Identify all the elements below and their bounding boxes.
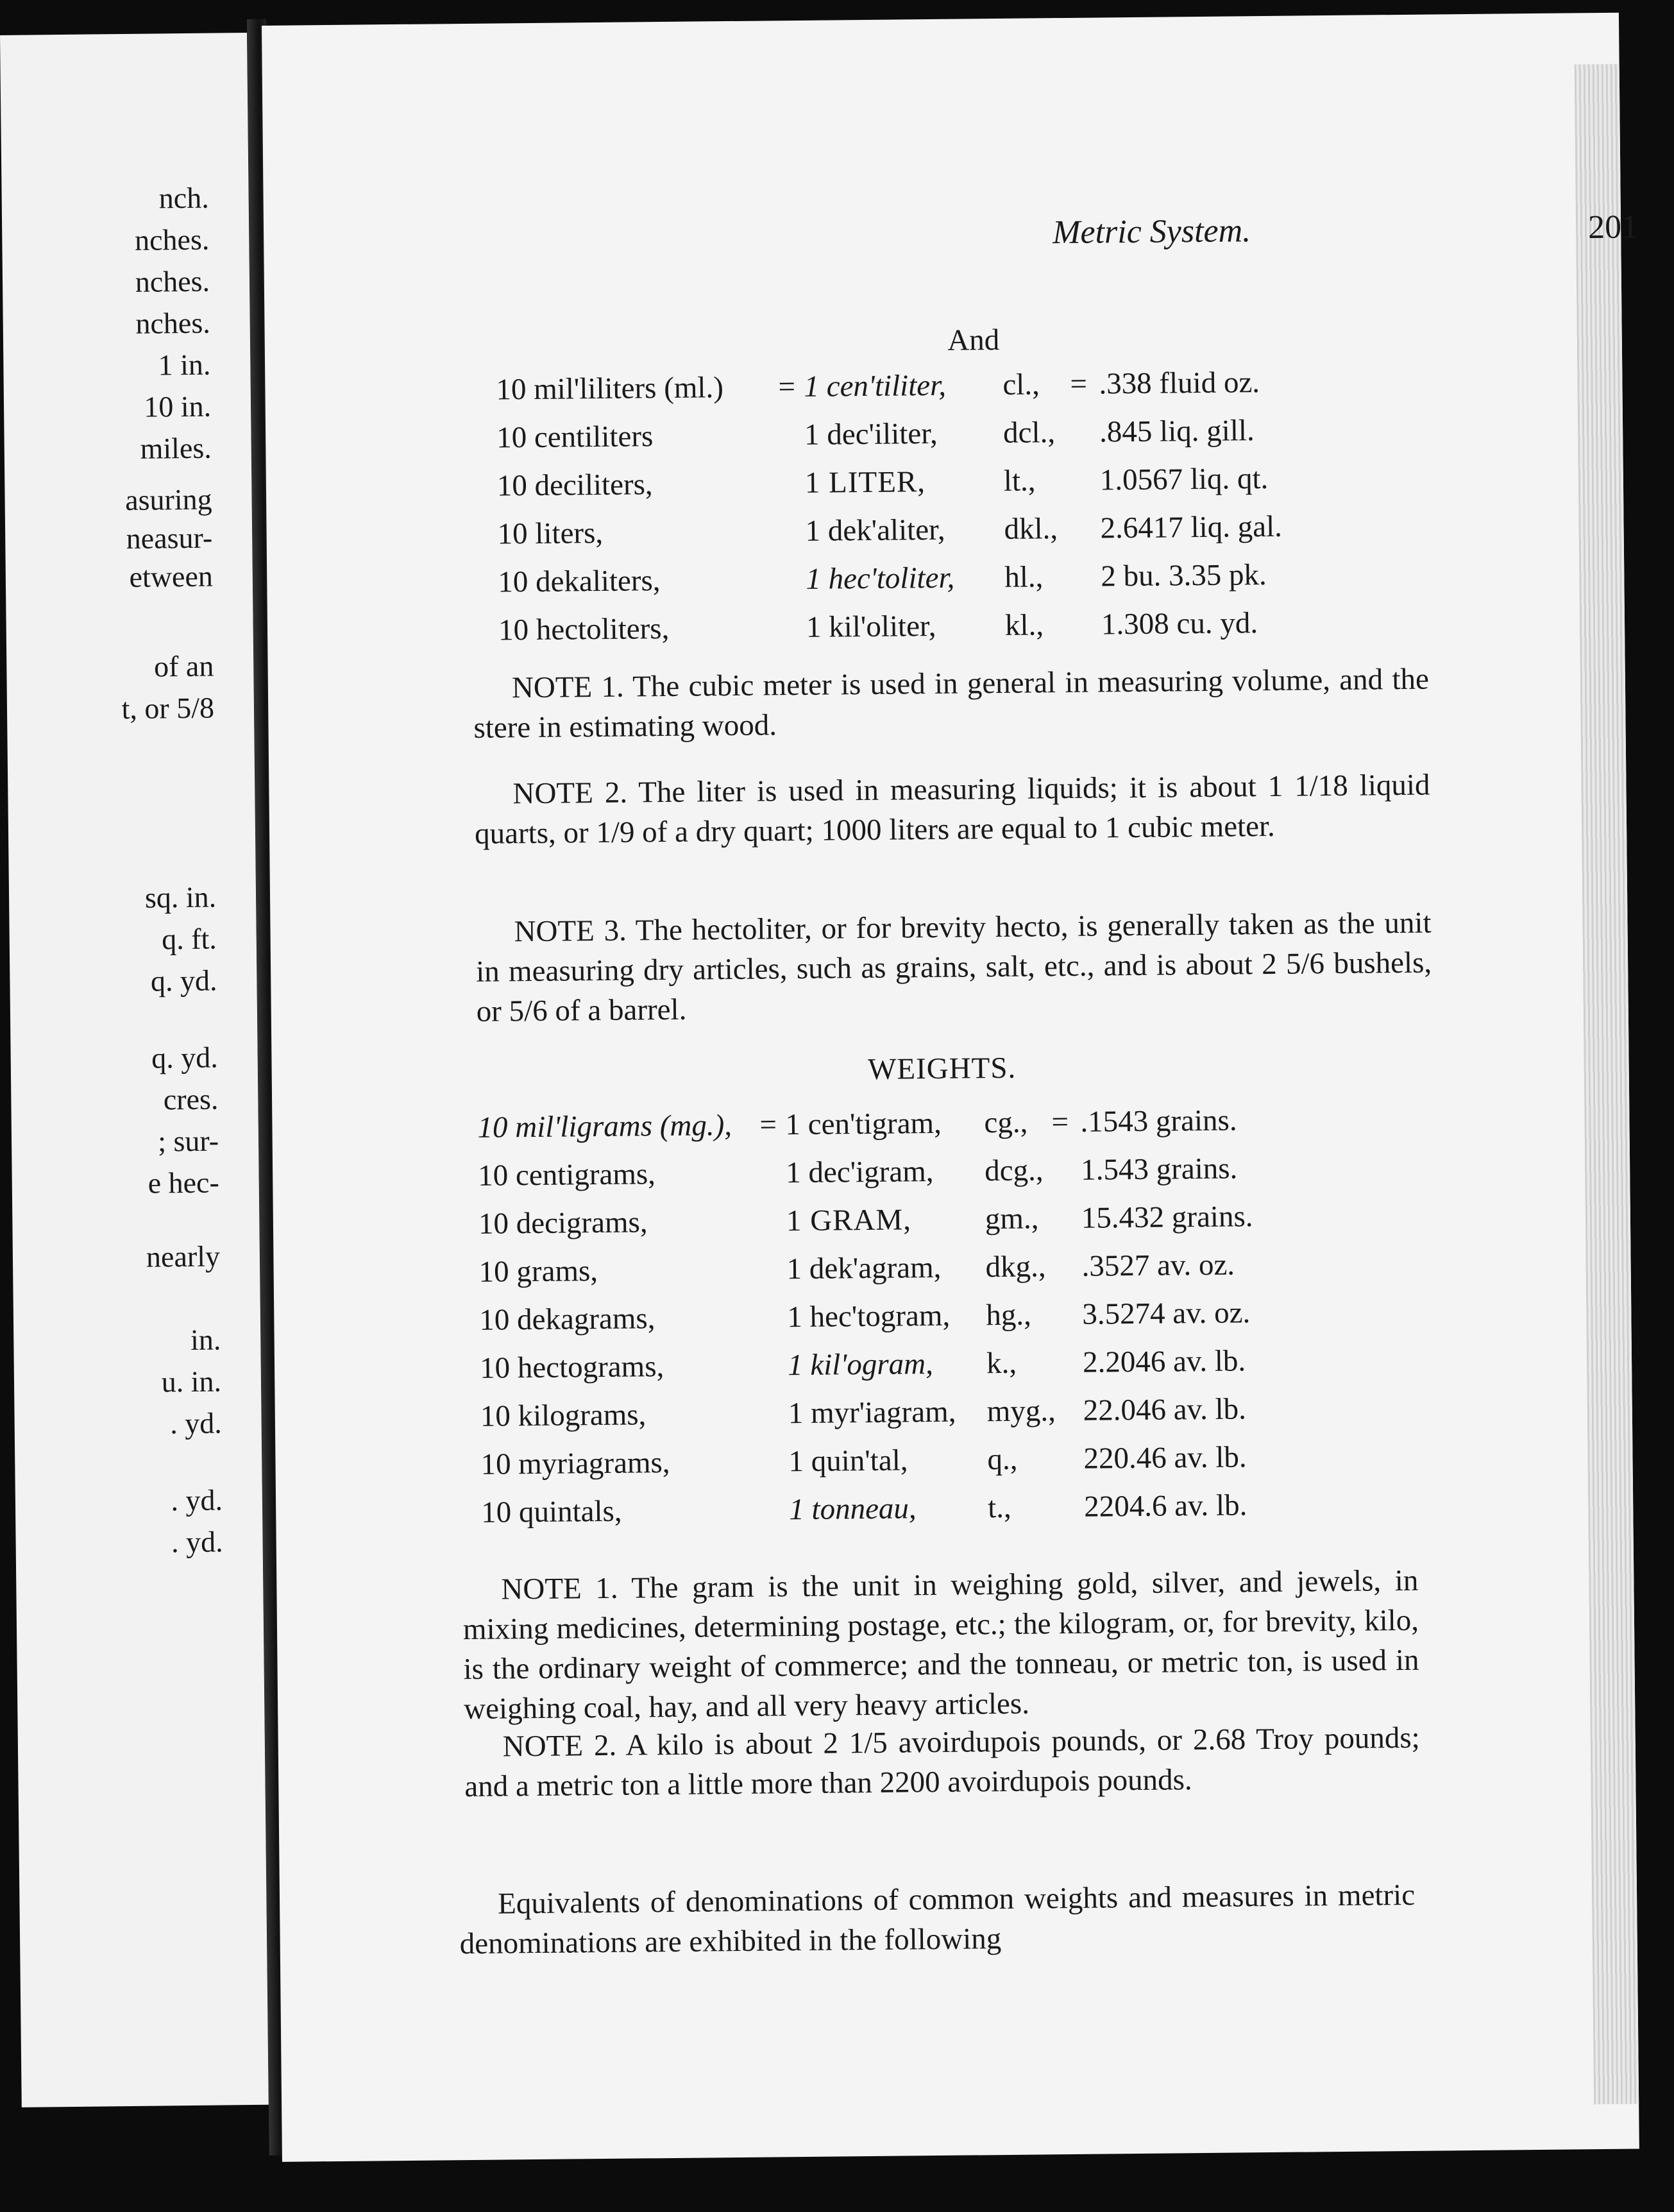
cell-name: 10 myriagrams, — [480, 1445, 670, 1481]
liquid-note-1 — [473, 659, 1430, 748]
table-row — [478, 1248, 1235, 1298]
liquid-note-2 — [474, 765, 1430, 854]
cell-value: 2.6417 liq. gal. — [1100, 509, 1283, 545]
left-page-fragment: 1 in. — [158, 348, 211, 382]
left-page-fragment: nearly — [146, 1239, 221, 1273]
cell-name: 10 mil'ligrams (mg.), — [477, 1109, 732, 1144]
weights-table — [387, 1096, 1664, 1529]
table-row — [478, 1200, 1253, 1250]
cell-value: .1543 grains. — [1080, 1103, 1237, 1139]
page-edge — [1575, 64, 1639, 2105]
left-page-fragment: nches. — [135, 306, 210, 340]
cell-abbr: lt., — [1003, 464, 1036, 498]
weights-heading: WEIGHTS. — [867, 1051, 1017, 1087]
liquid-heading: And — [947, 323, 1000, 357]
cell-unit: 1 kil'ogram, — [787, 1347, 934, 1382]
cell-name: 10 kilograms, — [480, 1398, 647, 1433]
cell-value: 15.432 grains. — [1081, 1200, 1253, 1235]
cell-unit: 1 quin'tal, — [788, 1443, 908, 1479]
cell-unit: 1 hec'toliter, — [806, 561, 955, 596]
left-page-fragment: asuring — [124, 482, 212, 516]
note-text: NOTE 1. The cubic meter is used in general in measuring volume, and the stere in estimating wood. — [473, 662, 1430, 745]
cell-unit: 1 LITER, — [804, 465, 926, 500]
weights-note-1 — [462, 1561, 1419, 1729]
cell-abbr: kl., — [1004, 608, 1044, 642]
cell-name: 10 mil'liliters (ml.) — [496, 371, 724, 407]
cell-eq2: = — [1051, 1105, 1069, 1139]
cell-name: 10 centigrams, — [477, 1157, 656, 1193]
cell-eq: = — [778, 370, 796, 404]
table-row — [496, 461, 1269, 513]
note-text: NOTE 1. The gram is the unit in weighing gold, silver, and jewels, in mixing medicines, determining postage, etc.; the kilogram, or, for brevity, kilo, is the ordinary weight of commerce; and the tonneau, or metric ton, is used in weighing coal, hay, and all very heavy articles. — [462, 1563, 1419, 1726]
left-page-fragment: t, or 5/8 — [121, 691, 215, 726]
running-head — [379, 205, 1656, 262]
cell-value: .338 fluid oz. — [1099, 366, 1260, 401]
left-page-fragment: sq. in. — [144, 880, 217, 914]
left-page-fragment: nches. — [135, 264, 210, 298]
page-content — [379, 205, 1655, 1961]
cell-value: 22.046 av. lb. — [1083, 1392, 1247, 1427]
left-page-fragment: q. yd. — [151, 1041, 218, 1075]
left-page-fragment: nch. — [158, 181, 209, 215]
cell-name: 10 quintals, — [481, 1494, 622, 1529]
weights-note-2 — [464, 1718, 1420, 1807]
cell-value: .845 liq. gill. — [1099, 414, 1255, 449]
cell-abbr: gm., — [985, 1202, 1039, 1236]
cell-unit: 1 cen'tigram, — [785, 1106, 942, 1142]
cell-unit: 1 dek'agram, — [786, 1250, 942, 1286]
table-row — [481, 1488, 1247, 1539]
cell-value: 1.543 grains. — [1080, 1152, 1238, 1187]
cell-abbr: dkl., — [1004, 512, 1058, 546]
left-page-fragment: . yd. — [171, 1483, 223, 1517]
cell-value: .3527 av. oz. — [1081, 1248, 1235, 1283]
cell-unit: 1 dec'igram, — [785, 1155, 934, 1190]
cell-value: 3.5274 av. oz. — [1082, 1296, 1251, 1331]
liquid-note-3 — [475, 903, 1432, 1032]
cell-abbr: q., — [987, 1442, 1018, 1477]
table-row — [480, 1440, 1247, 1491]
cell-name: 10 decigrams, — [478, 1205, 648, 1241]
left-page-fragment: e hec- — [148, 1166, 220, 1200]
cell-name: 10 hectoliters, — [498, 611, 670, 647]
left-page-fragment: . yd. — [169, 1406, 222, 1440]
left-page-fragment: 10 in. — [144, 389, 212, 423]
note-text: NOTE 3. The hectoliter, or for brevity hecto, is generally taken as the unit in measuring dry articles, such as grains, salt, etc., and is about 2 5/6 bushels, or 5/6 of a barrel. — [475, 906, 1432, 1028]
cell-eq: = — [759, 1108, 777, 1142]
cell-abbr: dcl., — [1002, 416, 1056, 450]
left-page-fragment: . yd. — [171, 1525, 223, 1559]
cell-value: 2204.6 av. lb. — [1083, 1488, 1247, 1524]
left-facing-page — [0, 33, 269, 2107]
cell-name: 10 dekaliters, — [498, 564, 661, 599]
cell-abbr: hg., — [986, 1298, 1032, 1332]
left-page-fragment: u. in. — [161, 1365, 222, 1399]
left-page-fragment: etween — [129, 559, 214, 593]
table-row — [496, 414, 1255, 464]
note-text: NOTE 2. A kilo is about 2 1/5 avoirdupois pounds, or 2.68 Troy pounds; and a metric ton a little more than 2200 avoirdupois pounds. — [464, 1721, 1420, 1804]
cell-name: 10 hectograms, — [479, 1350, 664, 1385]
closing-paragraph — [459, 1875, 1416, 1964]
cell-abbr: t., — [987, 1490, 1012, 1525]
cell-abbr: hl., — [1004, 560, 1044, 594]
cell-abbr: dkg., — [985, 1250, 1046, 1284]
cell-name: 10 grams, — [478, 1254, 598, 1289]
cell-unit: 1 dec'iliter, — [804, 416, 938, 452]
left-page-fragment: q. yd. — [150, 964, 217, 998]
cell-name: 10 centiliters — [496, 420, 654, 455]
cell-abbr: dcg., — [984, 1153, 1044, 1188]
left-page-fragment: nches. — [134, 223, 210, 257]
header-title: Metric System. — [1052, 212, 1251, 251]
cell-unit: 1 dek'aliter, — [805, 513, 945, 548]
cell-unit: 1 myr'iagram, — [788, 1395, 956, 1431]
cell-name: 10 liters, — [497, 516, 604, 551]
left-page-fragment: cres. — [163, 1082, 219, 1116]
cell-value: 1.308 cu. yd. — [1101, 606, 1258, 642]
cell-name: 10 dekagrams, — [479, 1302, 655, 1337]
left-page-fragment: of an — [153, 649, 214, 683]
cell-unit: 1 cen'tiliter, — [804, 368, 947, 404]
cell-abbr: cl., — [1002, 368, 1040, 402]
left-page-fragment: in. — [190, 1323, 221, 1356]
left-page-fragment: miles. — [140, 431, 212, 465]
cell-value: 2 bu. 3.35 pk. — [1101, 558, 1267, 593]
table-row — [480, 1392, 1247, 1443]
cell-unit: 1 hec'togram, — [787, 1298, 951, 1334]
cell-abbr: cg., — [984, 1105, 1028, 1140]
cell-value: 1.0567 liq. qt. — [1099, 461, 1269, 497]
right-page — [262, 13, 1639, 2162]
closing-text: Equivalents of denominations of common weights and measures in metric denominations are exhibited in the following — [459, 1878, 1416, 1961]
cell-name: 10 deciliters, — [496, 468, 653, 503]
cell-eq2: = — [1070, 367, 1088, 401]
table-row — [477, 1103, 1237, 1154]
cell-value: 2.2046 av. lb. — [1082, 1344, 1246, 1379]
table-row — [479, 1296, 1251, 1347]
table-row — [497, 509, 1283, 561]
left-page-fragment: q. ft. — [161, 922, 217, 956]
cell-unit: 1 GRAM, — [786, 1203, 912, 1238]
cell-value: 220.46 av. lb. — [1083, 1440, 1247, 1476]
cell-unit: 1 kil'oliter, — [806, 609, 936, 644]
page-number: 201 — [1587, 208, 1639, 246]
table-row — [498, 606, 1258, 657]
left-page-fragment: neasur- — [126, 521, 213, 555]
note-text: NOTE 2. The liter is used in measuring liquids; it is about 1 1/18 liquid quarts, or 1/9 of a dry quart; 1000 liters are equal to 1 cubic meter. — [474, 768, 1430, 851]
left-page-fragment: ; sur- — [157, 1124, 219, 1158]
cell-abbr: myg., — [986, 1394, 1056, 1429]
cell-unit: 1 tonneau, — [788, 1492, 917, 1527]
cell-abbr: k., — [986, 1346, 1017, 1381]
